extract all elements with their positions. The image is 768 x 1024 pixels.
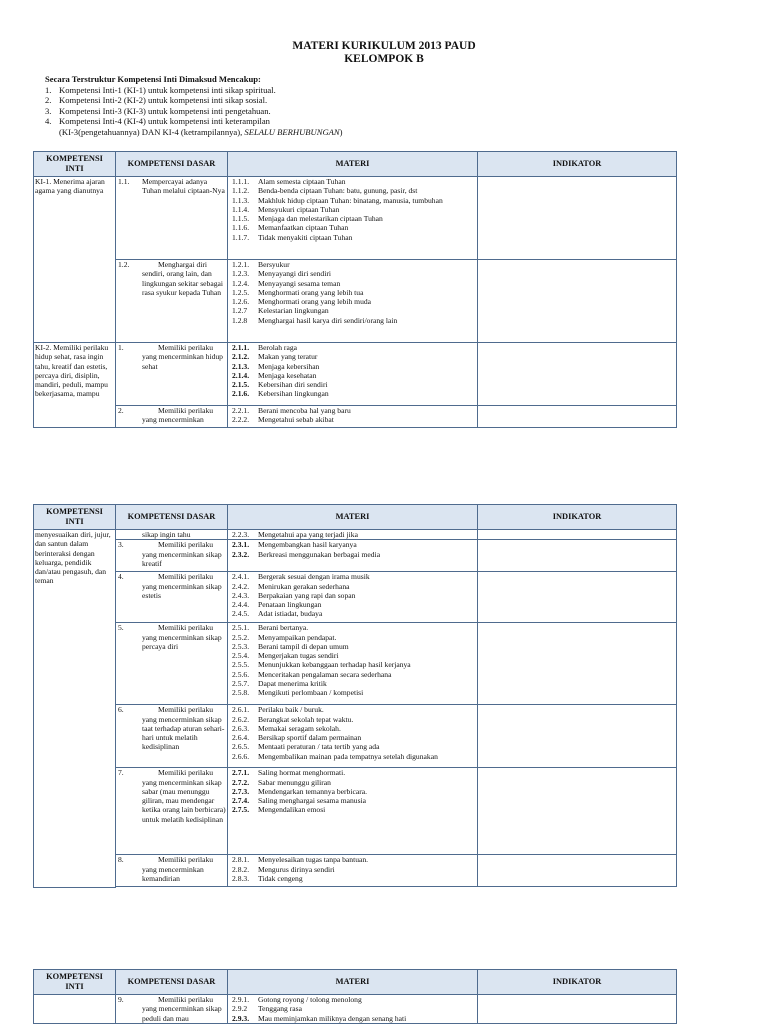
materi-item: 2.7.1. Saling hormat menghormati. bbox=[232, 768, 346, 778]
header-materi: MATERI bbox=[228, 152, 478, 177]
materi-item: 1.1.7. Tidak menyakiti ciptaan Tuhan bbox=[232, 232, 353, 242]
intro-item: 4. Kompetensi Inti-4 (KI-4) untuk kompetensi inti keterampilan bbox=[45, 116, 270, 127]
indikator-cell bbox=[478, 177, 677, 260]
ki-cell: KI-1. Menerima ajaran agama yang dianutnya bbox=[34, 177, 116, 343]
materi-item: 2.6.3. Memakai seragam sekolah. bbox=[232, 723, 341, 733]
table-row bbox=[34, 406, 677, 428]
materi-item: 2.6.5. Mentaati peraturan / tata tertib yang ada bbox=[232, 742, 380, 752]
header-kompetensi-inti: KOMPETENSI INTI bbox=[34, 970, 116, 995]
kd-cell: 8. Memiliki perilaku yang mencerminkan kemandirian bbox=[116, 855, 228, 887]
kd-cell: 1.1. Mempercayai adanya Tuhan melalui ciptaan-Nya bbox=[116, 177, 228, 260]
header-kompetensi-dasar: KOMPETENSI DASAR bbox=[116, 505, 228, 530]
kd-cell: sikap ingin tahu bbox=[116, 530, 228, 540]
materi-item: 2.9.3. Mau meminjamkan miliknya dengan senang hati bbox=[232, 1013, 407, 1023]
ki-cell: menyesuaikan diri, jujur, dan santun dalam berinteraksi dengan keluarga, pendidik dan/atau pengasuh, dan teman bbox=[34, 530, 116, 888]
kd-cell: 2. Memiliki perilaku yang mencerminkan bbox=[116, 406, 228, 428]
header-indikator: INDIKATOR bbox=[478, 970, 677, 995]
indikator-cell bbox=[478, 995, 677, 1024]
table-row bbox=[34, 705, 677, 768]
kd-cell: 9. Memiliki perilaku yang mencerminkan sikap peduli dan mau bbox=[116, 995, 228, 1024]
materi-item: 2.9.2 Tenggang rasa bbox=[232, 1004, 302, 1014]
table-row bbox=[34, 768, 677, 855]
materi-item: 2.8.2. Mengurus dirinya sendiri bbox=[232, 864, 335, 874]
materi-item: 2.5.6. Menceritakan pengalaman secara sederhana bbox=[232, 669, 392, 679]
materi-cell bbox=[228, 705, 478, 768]
table-row bbox=[34, 177, 677, 260]
materi-item: 1.1.5. Menjaga dan melestarikan ciptaan Tuhan bbox=[232, 214, 383, 224]
table-row bbox=[34, 540, 677, 572]
materi-item: 2.4.3. Berpakaian yang rapi dan sopan bbox=[232, 590, 356, 600]
materi-item: 1.2.4. Menyayangi sesama teman bbox=[232, 278, 341, 288]
materi-item: 2.4.2. Menirukan gerakan sederhana bbox=[232, 581, 350, 591]
materi-item: 2.7.5. Mengendalikan emosi bbox=[232, 805, 326, 815]
materi-cell bbox=[228, 530, 478, 540]
curriculum-table bbox=[33, 504, 677, 888]
kd-cell: 7. Memiliki perilaku yang mencerminkan sikap sabar (mau menunggu giliran, mau mendengar ketika orang lain berbicara) untuk melatih kedisiplinan bbox=[116, 768, 228, 855]
materi-item: 2.3.2. Berkreasi menggunakan berbagai media bbox=[232, 549, 381, 559]
materi-item: 2.6.4. Bersikap sportif dalam permainan bbox=[232, 733, 362, 743]
materi-item: 2.1.6. Kebersihan lingkungan bbox=[232, 389, 329, 399]
materi-item: 1.2.3. Menyayangi diri sendiri bbox=[232, 269, 331, 279]
indikator-cell bbox=[478, 572, 677, 623]
ki-cell: KI-2. Memiliki perilaku hidup sehat, rasa ingin tahu, kreatif dan estetis, percaya diri, disiplin, mandiri, peduli, mampu bekerjasama, mampu bbox=[34, 343, 116, 428]
materi-item: 1.1.2. Benda-benda ciptaan Tuhan: batu, gunung, pasir, dst bbox=[232, 186, 418, 196]
table-header-row bbox=[34, 970, 677, 995]
materi-item: 1.2.6. Menghormati orang yang lebih muda bbox=[232, 297, 372, 307]
materi-cell bbox=[228, 260, 478, 343]
intro-item: 1. Kompetensi Inti-1 (KI-1) untuk kompetensi inti sikap spiritual. bbox=[45, 84, 276, 95]
curriculum-table bbox=[33, 151, 677, 428]
materi-cell bbox=[228, 177, 478, 260]
materi-item: 2.5.7. Dapat menerima kritik bbox=[232, 679, 327, 689]
materi-item: 2.4.5. Adat istiadat, budaya bbox=[232, 609, 323, 619]
materi-item: 1.1.6. Memanfaatkan ciptaan Tuhan bbox=[232, 223, 349, 233]
header-indikator: INDIKATOR bbox=[478, 505, 677, 530]
indikator-cell bbox=[478, 343, 677, 406]
table-row bbox=[34, 572, 677, 623]
materi-item: 2.1.1. Berolah raga bbox=[232, 343, 298, 352]
materi-item: 2.7.4. Saling menghargai sesama manusia bbox=[232, 796, 367, 806]
materi-item: 2.5.5. Menunjukkan kebanggaan terhadap hasil kerjanya bbox=[232, 660, 411, 670]
materi-item: 2.4.4. Penataan lingkungan bbox=[232, 600, 322, 610]
curriculum-table bbox=[33, 969, 677, 1024]
header-kompetensi-dasar: KOMPETENSI DASAR bbox=[116, 970, 228, 995]
kd-cell: 1.2. Menghargai diri sendiri, orang lain, dan lingkungan sekitar sebagai rasa syukur kepada Tuhan bbox=[116, 260, 228, 343]
indikator-cell bbox=[478, 530, 677, 540]
materi-item: 2.3.1. Mengembangkan hasil karyanya bbox=[232, 540, 357, 550]
materi-item: 2.2.2. Mengetahui sebab akibat bbox=[232, 415, 334, 425]
indikator-cell bbox=[478, 540, 677, 572]
materi-item: 2.8.3. Tidak cengeng bbox=[232, 873, 303, 883]
ki-cell bbox=[34, 995, 116, 1024]
kd-cell: 6. Memiliki perilaku yang mencerminkan sikap taat terhadap aturan sehari-hari untuk melatih kedisiplinan bbox=[116, 705, 228, 768]
intro-item: 2. Kompetensi Inti-2 (KI-2) untuk kompetensi inti sikap sosial. bbox=[45, 95, 268, 106]
header-indikator: INDIKATOR bbox=[478, 152, 677, 177]
page-subtitle: KELOMPOK B bbox=[344, 53, 424, 65]
table-row bbox=[34, 887, 677, 888]
materi-item: 2.1.4. Menjaga kesehatan bbox=[232, 370, 317, 380]
materi-item: 1.2.5. Menghormati orang yang lebih tua bbox=[232, 287, 364, 297]
table-row bbox=[34, 343, 677, 406]
intro-item: 3. Kompetensi Inti-3 (KI-3) untuk kompetensi inti pengetahuan. bbox=[45, 105, 271, 116]
table-row bbox=[34, 995, 677, 1024]
materi-item: 2.5.4. Mengerjakan tugas sendiri bbox=[232, 651, 339, 661]
materi-item: 2.5.8. Mengikuti perlombaan / kompetisi bbox=[232, 688, 364, 698]
table-header-row bbox=[34, 505, 677, 530]
page-title: MATERI KURIKULUM 2013 PAUD bbox=[292, 40, 476, 52]
materi-item: 2.8.1. Menyelesaikan tugas tanpa bantuan. bbox=[232, 855, 369, 865]
header-kompetensi-inti: KOMPETENSI INTI bbox=[34, 505, 116, 530]
materi-item: 2.1.3. Menjaga kebersihan bbox=[232, 361, 320, 371]
table-row bbox=[34, 260, 677, 343]
materi-item: 2.5.3. Berani tampil di depan umum bbox=[232, 641, 349, 651]
materi-cell bbox=[228, 768, 478, 855]
header-kompetensi-inti: KOMPETENSI INTI bbox=[34, 152, 116, 177]
materi-item: 1.1.4. Mensyukuri ciptaan Tuhan bbox=[232, 204, 340, 214]
indikator-cell bbox=[478, 855, 677, 887]
materi-cell bbox=[228, 572, 478, 623]
materi-cell bbox=[228, 995, 478, 1024]
materi-cell bbox=[228, 406, 478, 428]
indikator-cell bbox=[478, 768, 677, 855]
table-header-row bbox=[34, 152, 677, 177]
table-row bbox=[34, 623, 677, 705]
intro-section bbox=[45, 74, 465, 138]
kd-cell: 1. Memiliki perilaku yang mencerminkan hidup sehat bbox=[116, 343, 228, 406]
materi-item: 1.1.3. Makhluk hidup ciptaan Tuhan: binatang, manusia, tumbuhan bbox=[232, 195, 443, 205]
indikator-cell bbox=[478, 705, 677, 768]
indikator-cell bbox=[478, 406, 677, 428]
kd-cell: 4. Memiliki perilaku yang mencerminkan sikap estetis bbox=[116, 572, 228, 623]
materi-item: 2.5.1. Berani bertanya. bbox=[232, 623, 309, 633]
materi-item: 1.2.7 Kelestarian lingkungan bbox=[232, 306, 329, 316]
header-materi: MATERI bbox=[228, 970, 478, 995]
materi-item: 1.2.8 Menghargai hasil karya diri sendiri/orang lain bbox=[232, 315, 398, 325]
table-row bbox=[34, 855, 677, 887]
materi-item: 2.6.6. Mengembalikan mainan pada tempatnya setelah digunakan bbox=[232, 751, 438, 761]
materi-item: 2.1.2. Makan yang teratur bbox=[232, 352, 318, 362]
materi-item: 2.4.1. Bergerak sesuai dengan irama musik bbox=[232, 572, 370, 582]
materi-item: 2.7.3. Mendengarkan temannya berbicara. bbox=[232, 786, 368, 796]
indikator-cell bbox=[478, 260, 677, 343]
materi-cell bbox=[228, 623, 478, 705]
materi-item: 2.1.5. Kebersihan diri sendiri bbox=[232, 380, 328, 390]
table-row bbox=[34, 530, 677, 540]
kd-cell: 5. Memiliki perilaku yang mencerminkan sikap percaya diri bbox=[116, 623, 228, 705]
materi-item: 2.7.2. Sabar menunggu giliran bbox=[232, 777, 331, 787]
materi-item: 2.2.3. Mengetahui apa yang terjadi jika bbox=[232, 530, 358, 539]
materi-item: 2.5.2. Menyampaikan pendapat. bbox=[232, 632, 337, 642]
materi-item: 2.9.1. Gotong royong / tolong menolong bbox=[232, 995, 362, 1004]
intro-note: (KI-3(pengetahuannya) DAN KI-4 (ketrampilannya), SELALU BERHUBUNGAN) bbox=[59, 126, 343, 137]
materi-cell bbox=[228, 855, 478, 887]
kd-cell: 3. Memiliki perilaku yang mencerminkan sikap kreatif bbox=[116, 540, 228, 572]
materi-item: 1.2.1. Bersyukur bbox=[232, 260, 290, 269]
indikator-cell bbox=[478, 623, 677, 705]
materi-item: 2.2.1. Berani mencoba hal yang baru bbox=[232, 406, 351, 415]
header-kompetensi-dasar: KOMPETENSI DASAR bbox=[116, 152, 228, 177]
materi-item: 1.1.1. Alam semesta ciptaan Tuhan bbox=[232, 177, 346, 186]
materi-item: 2.6.2. Berangkat sekolah tepat waktu. bbox=[232, 714, 354, 724]
intro-heading: Secara Terstruktur Kompetensi Inti Dimaksud Mencakup: bbox=[45, 74, 261, 84]
materi-cell bbox=[228, 540, 478, 572]
materi-item: 2.6.1. Perilaku baik / buruk. bbox=[232, 705, 324, 715]
header-materi: MATERI bbox=[228, 505, 478, 530]
materi-cell bbox=[228, 343, 478, 406]
